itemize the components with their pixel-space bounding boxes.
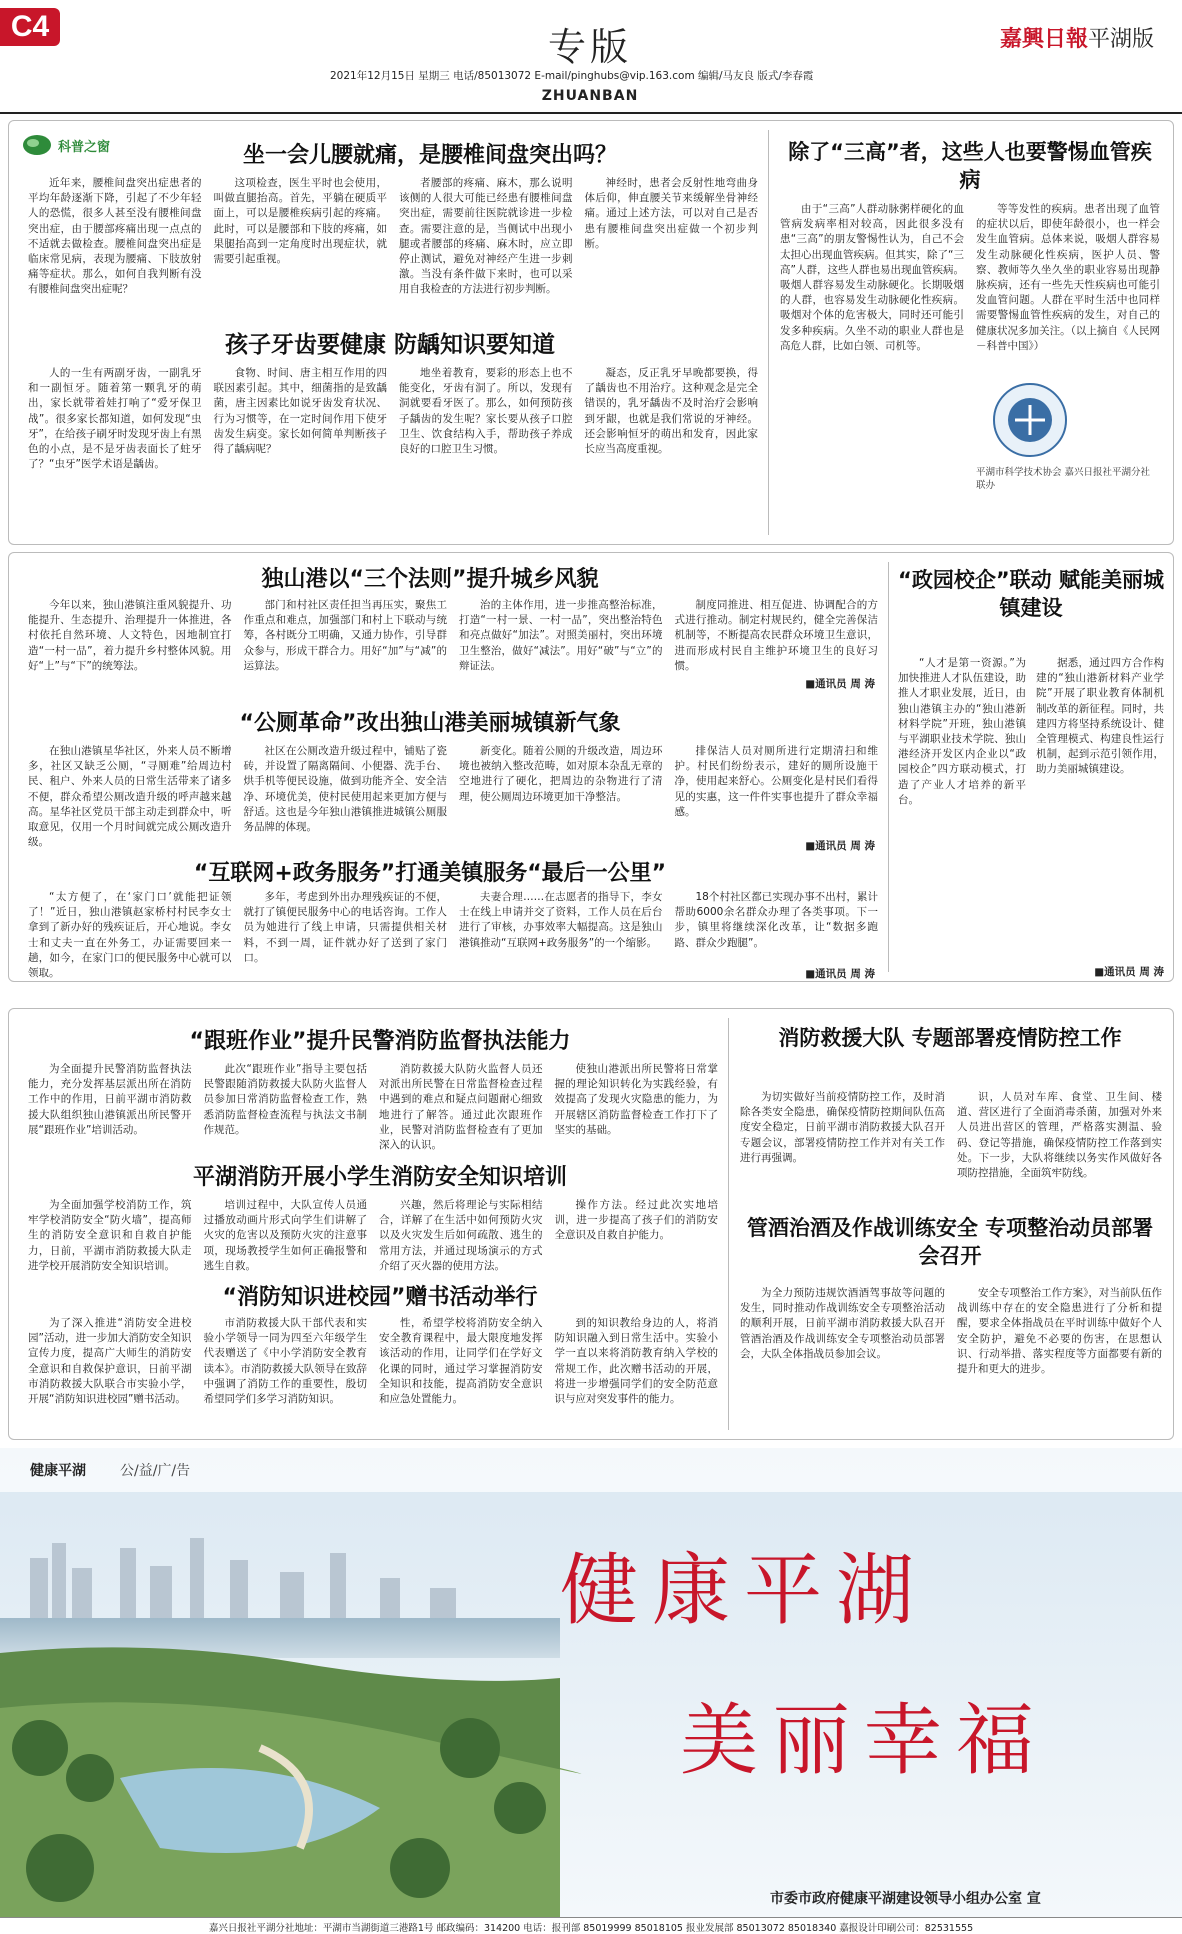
public-service-banner: [0, 1448, 1182, 1917]
a10-col4: 到的知识教给身边的人，将消防知识融入到日常生活中。实验小学一直以来将消防教育纳入学校的常规工作，此次赠书活动的开展，将进一步增强同学们的安全防范意识与应对突发事件的能力。: [554, 1317, 718, 1406]
a4-col3: 治的主体作用，进一步推高整治标准，打造“一村一景、一村一品”，突出整治特色和亮点做好“加法”。对照美丽村，突出环境卫生整治，做好“减法”。用好“破”与“立”的辩证法。: [459, 599, 663, 672]
a10-col1: 为了深入推进“消防安全进校园”活动，进一步加大消防安全知识宣传力度，提高广大师生的消防安全意识和自救保护意识，日前平湖市消防救援大队联合市实验小学，开展“消防知识进校园”赠书活动。: [28, 1317, 192, 1406]
a4-headline: 独山港以“三个法则”提升城乡风貌: [261, 567, 599, 592]
a6-headline: “互联网+政务服务”打通美镇服务“最后一公里”: [193, 861, 667, 886]
a2-body: [28, 366, 758, 521]
a1-headline: 坐一会儿腰就痛，是腰椎间盘突出吗？: [242, 143, 617, 168]
a10-col2: 市消防救援大队干部代表和实验小学领导一同为四至六年级学生代表赠送了《中小学消防安全教育读本》。市消防救援大队领导在致辞中强调了消防工作的重要性，殷切希望同学们多学习消防知识。: [203, 1317, 367, 1406]
a12-body: [740, 1286, 1162, 1426]
a7-col2: 据悉，通过四方合作构建的“独山港新材料产业学院”开展了职业教育体制机制改革的新征程。同时，共建四方将坚持系统设计、健全管理模式、构建良性运行机制，起到示范引领作用，助力美丽城镇建设。: [1036, 657, 1164, 776]
dushangang-divider: [888, 562, 889, 972]
a5-headline: “公厕革命”改出独山港美丽城镇新气象: [239, 711, 621, 736]
a8-col4: 使独山港派出所民警将日常掌握的理论知识转化为实践经验，有效提高了发现火灾隐患的能力，为开展辖区消防监督检查工作打下了坚实的基础。: [554, 1063, 718, 1136]
a6-col4: 18个村社区都已实现办事不出村，累计帮助6000余名群众办理了各类事项。下一步，镇里将继续深化改革，让“数据多跑路、群众少跑腿”。: [674, 891, 878, 949]
section-title: 专版: [547, 25, 632, 69]
a3-lower: [780, 380, 1160, 530]
a8-col3: 消防救援大队防火监督人员还对派出所民警在日常监督检查过程中遇到的难点和疑点问题耐心细致地进行了解答。通过此次跟班作业，民警对消防监督检查有了更加深入的认识。: [379, 1063, 543, 1152]
a12-headline: 管酒治酒及作战训练安全 专项整治动员部署会召开: [746, 1216, 1154, 1268]
science-association-logo: [990, 380, 1070, 460]
a7-col1: “人才是第一资源。”为加快推进人才队伍建设，助推人才职业发展，近日，由独山港镇主办的“独山港新材料学院”开班，独山港镇与平湖职业技术学院、独山港经济开发区内企业以“政园校企”四方联动模式，打造了产业人才培养的新平台。: [898, 657, 1026, 806]
brand-edition: 平湖版: [1088, 27, 1155, 52]
a12-col2: 安全专项整治工作方案》，对当前队伍作战训练中存在的安全隐患进行了分析和提醒，要求全体指战员在平时训练中做好个人安全防护，避免不必要的伤害，在思想认识、行动举措、落实程度等方面都要有新的提升和更大的进步。: [957, 1287, 1162, 1376]
a2-col1: 人的一生有两副牙齿，一副乳牙和一副恒牙。随着第一颗乳牙的萌出，家长就带着娃打响了“爱牙保卫战”。很多家长都知道，如何发现“虫牙”，在给孩子刷牙时发现牙齿上有黑色的小点，是不是牙齿表面长了蛀牙了？“虫牙”医学术语是龋齿。: [28, 367, 202, 471]
a10-body: [28, 1316, 718, 1426]
a3-col2: 等等发性的疾病。患者出现了血管的症状以后，即使年龄很小，也一样会发生血管病。总体来说，吸烟人群容易发生动脉硬化性疾病，医护人员、警察、教师等久坐久坐的职业容易出现静脉疾病，还有一些先天性疾病也可能引发血管问题。人群在平时生活中也同样需要警惕血管性疾病的发生，对自己的健康状况多加关注。（以上摘自《人民网－科普中国》）: [976, 203, 1160, 352]
science-tag-label: 科普之窗: [58, 139, 111, 155]
brand-red: 嘉興日報: [1000, 26, 1089, 52]
a11-col2: 识，人员对车库、食堂、卫生间、楼道、营区进行了全面消毒杀菌，加强对外来人员进出营区的管理，严格落实测温、验码、登记等措施，确保疫情防控工作落到实处。下一步，大队将继续以务实作风做好各项防控措施，全面筑牢防线。: [957, 1091, 1162, 1180]
masthead-info: 2021年12月15日 星期三 电话/85013072 E-mail/pinghubs@vip.163.com 编辑/马友良 版式/李春霞: [330, 70, 814, 82]
a6-col2: 多年，考虑到外出办理残疾证的不便，就打了镇便民服务中心的电话咨询。工作人员为她进行了线上申请，只需提供相关材料，不到一周，证件就办好了送到了家门口。: [243, 891, 447, 964]
a9-col2: 培训过程中，大队宣传人员通过播放动画片形式向学生们讲解了火灾的危害以及预防火灾的注意事项，现场教授学生如何正确报警和逃生自救。: [203, 1199, 367, 1272]
a8-body: [28, 1062, 718, 1154]
a4-byline: ■通讯员 周 涛: [805, 678, 875, 690]
a6-col1: “太方便了，在‘家门口’就能把证领了！”近日，独山港镇赵家桥村村民李女士拿到了新办好的残疾证后，开心地说。李女士和丈夫一直在外务工，办证需要回来一趟，如今，在家门口的便民服务中心就可以领取。: [28, 891, 232, 980]
banner-left-label: 健康平湖: [30, 1463, 86, 1479]
a2-col4: 凝态，反正乳牙早晚都要换，得了龋齿也不用治疗。这种观念是完全错误的，乳牙龋齿不及时治疗会影响到牙龈，也就是我们常说的牙神经。还会影响恒牙的萌出和发育，因此家长应当高度重视。: [584, 367, 758, 456]
a7-body: [898, 656, 1164, 956]
a5-byline: ■通讯员 周 涛: [805, 840, 875, 852]
a1-col2: 这项检查，医生平时也会使用，叫做直腿抬高。首先，平躺在硬质平面上，可以是腰椎疾病引起的疼痛。此时，可以是腰部和下肢的疼痛，如果腿抬高到一定角度时出现症状，就需要引起重视。: [213, 177, 387, 266]
science-leaf-icon: [22, 132, 52, 158]
a6-col3: 夫妻合理……在志愿者的指导下，李女士在线上申请并交了资料，工作人员在后台进行了审核，办事效率大幅提高。这是独山港镇推动“互联网+政务服务”的一个缩影。: [459, 891, 663, 949]
science-tag: [22, 130, 152, 160]
a9-body: [28, 1198, 718, 1274]
a5-col4: 排保洁人员对厕所进行定期清扫和维护。村民们纷纷表示，建好的厕所设施干净，使用起来舒心。公厕变化是村民们看得见的实惠，这一件件实事也提升了群众幸福感。: [674, 745, 878, 818]
page-footer: 嘉兴日报社平湖分社地址：平湖市当湖街道三港路1号 邮政编码：314200 电话：报刊部 85019999 85018105 报业发展部 85013072 85018340 嘉报设计印刷公司：82531555: [0, 1917, 1182, 1933]
a11-body: [740, 1090, 1162, 1210]
a9-col3: 兴趣，然后将理论与实际相结合，详解了在生活中如何预防火灾以及火灾发生后如何疏散、逃生的常用方法，并通过现场演示的方式介绍了灭火器的使用方法。: [379, 1199, 543, 1272]
a4-col1: 今年以来，独山港镇注重风貌提升、功能提升、生态提升、治理提升一体推进，各村依托自然环境、人文特色，因地制宜打造“一村一品”，着力提升乡村整体风貌。用好“上”与“下”的统筹法。: [28, 599, 232, 672]
a6-byline: ■通讯员 周 涛: [805, 968, 875, 980]
a2-headline: 孩子牙齿要健康 防龋知识要知道: [224, 332, 555, 358]
a3-col1: 由于“三高”人群动脉粥样硬化的血管病发病率相对较高，因此很多没有患“三高”的朋友警惕性认为，自己不会太担心出现血管疾病。但其实，除了“三高”人群，这些人群也易出现血管疾病。吸烟人群容易发生动脉硬化。长期吸烟的人群，也容易发生动脉硬化性疾病。吸烟对个体的危害极大，同时还可能引发多种疾病。久坐不动的职业人群也是高危人群，比如白领、司机等。: [780, 203, 964, 352]
page-number-badge: C4: [0, 8, 60, 46]
a5-col2: 社区在公厕改造升级过程中，铺贴了瓷砖，并设置了隔离隔间、小便器、洗手台、烘手机等便民设施，做到功能齐全、安全洁净、环境优美，使村民使用起来更加方便与舒适。这也是今年独山港镇推进城镇公厕服务品牌的体现。: [243, 745, 447, 834]
section-pinyin: ZHUANBAN: [541, 88, 639, 104]
a1-body: [28, 176, 758, 311]
a1-col1: 近年来，腰椎间盘突出症患者的平均年龄逐渐下降，引起了不少年轻人的恐慌，很多人甚至没有腰椎间盘突出症，由于腰部疼痛出现一点点的不适就去做检查。腰椎间盘突出症是临床常见病，表现为腰痛、下肢放射痛等症状。那么，如何自我判断有没有腰椎间盘突出症呢？: [28, 177, 202, 296]
banner-credit: 市委市政府健康平湖建设领导小组办公室 宣: [770, 1891, 1041, 1907]
banner-slogan-2: 美丽幸福: [680, 1696, 1049, 1786]
a12-col1: 为全力预防违规饮酒酒驾事故等问题的发生，同时推动作战训练安全专项整治活动的顺利开展，日前平湖市消防救援大队召开管酒治酒及作战训练安全专项整治动员部署会，大队全体指战员参加会议。: [740, 1287, 945, 1360]
a1-col4: 神经时，患者会反射性地弯曲身体后仰，伸直腰关节来缓解坐骨神经痛。通过上述方法，可以对自己是否患有腰椎间盘突出症做一个初步判断。: [584, 177, 758, 250]
a9-col4: 操作方法。经过此次实地培训，进一步提高了孩子们的消防安全意识及自救自护能力。: [554, 1199, 718, 1242]
logo-caption: 平湖市科学技术协会 嘉兴日报社平湖分社 联办: [976, 467, 1151, 491]
a5-body: [28, 744, 878, 852]
a4-col2: 部门和村社区责任担当再压实，聚焦工作重点和难点，加强部门和村上下联动与统筹，各村既分工明确，又通力协作，引导群众参与，形成干群合力。用好“加”与“减”的运算法。: [243, 599, 447, 672]
a4-col4: 制度同推进、相互促进、协调配合的方式进行推动。制定村规民约，健全完善保洁机制等，不断提高农民群众环境卫生意识，进而形成村民自主维护环境卫生的良好习惯。: [674, 599, 878, 672]
a9-headline: 平湖消防开展小学生消防安全知识培训: [192, 1165, 567, 1190]
masthead-rule: [0, 112, 1182, 114]
a5-col1: 在独山港镇星华社区，外来人员不断增多，社区又缺乏公厕，“寻厕难”给周边村民、租户、外来人员的日常生活带来了诸多不便，群众希望公厕改造升级的呼声越来越高。星华社区党员干部主动走到群众中，听取意见，仅用一个月时间就完成公厕改造升级。: [28, 745, 232, 849]
a7-headline: “政园校企”联动 赋能美丽城镇建设: [898, 568, 1164, 620]
a2-col2: 食物、时间、唐主相互作用的四联因素引起。其中，细菌指的是致龋菌，唐主因素比如说牙齿发育状况、行为习惯等，在一定时间作用下使牙齿发生病变。家长如何简单判断孩子得了龋病呢？: [213, 367, 387, 456]
a9-col1: 为全面加强学校消防工作，筑牢学校消防安全“防火墙”，提高师生的消防安全意识和自救自护能力，日前，平湖市消防救援大队走进学校开展消防安全知识培训。: [28, 1199, 192, 1272]
banner-slogan-1: 健康平湖: [560, 1546, 929, 1636]
a8-headline: “跟班作业”提升民警消防监督执法能力: [189, 1029, 571, 1054]
a7-byline: ■通讯员 周 涛: [1094, 966, 1164, 978]
a11-col1: 为切实做好当前疫情防控工作，及时消除各类安全隐患，确保疫情防控期间队伍高度安全稳定，日前平湖市消防救援大队召开专题会议，部署疫情防控工作并对有关工作进行再强调。: [740, 1091, 945, 1164]
a8-col2: 此次“跟班作业”指导主要包括民警跟随消防救援大队防火监督人员参加日常消防监督检查工作，熟悉消防监督检查流程与执法文书制作规范。: [203, 1063, 367, 1136]
a11-headline: 消防救援大队 专题部署疫情防控工作: [778, 1026, 1122, 1050]
health-divider: [768, 130, 769, 535]
newspaper-brand: [1000, 22, 1154, 53]
fire-divider: [728, 1018, 729, 1430]
a3-body: [780, 202, 1160, 377]
a3-headline: 除了“三高”者，这些人也要警惕血管疾病: [788, 140, 1152, 192]
a8-col1: 为全面提升民警消防监督执法能力，充分发挥基层派出所在消防工作中的作用，日前平湖市消防救援大队组织独山港镇派出所民警开展“跟班作业”培训活动。: [28, 1063, 192, 1136]
a1-col3: 者腰部的疼痛、麻木，那么说明该侧的人很大可能已经患有腰椎间盘突出症，需要前往医院就诊进一步检查。需要注意的是，当侧试中出现小腿或者腰部的疼痛、麻木时，应立即停止测试，避免对神经产生进一步刺激。当没有条件做下来时，也可以采用自我检查的方法进行初步判断。: [399, 177, 573, 296]
a10-headline: “消防知识进校园”赠书活动举行: [222, 1285, 538, 1310]
a5-col3: 新变化。随着公厕的升级改造，周边环境也被纳入整改范畴，如对原本杂乱无章的空地进行了硬化，把周边的杂物进行了清理，使公厕周边环境更加干净整洁。: [459, 745, 663, 803]
a10-col3: 性，希望学校将消防安全纳入安全教育课程中，最大限度地发挥该活动的作用，让同学们在学好文化课的同时，通过学习掌握消防安全知识和技能，提高消防安全意识和应急处置能力。: [379, 1317, 543, 1406]
a2-col3: 地坐着教育，要彩的形态上也不能变化，牙齿有洞了。所以，发现有洞就要看牙医了。那么，如何预防孩子龋齿的发生呢？家长要从孩子口腔卫生、饮食结构入手，帮助孩子养成良好的口腔卫生习惯。: [399, 367, 573, 456]
banner-right-label: 公/益/广/告: [120, 1463, 191, 1479]
a3-col1-cont: [780, 380, 964, 530]
